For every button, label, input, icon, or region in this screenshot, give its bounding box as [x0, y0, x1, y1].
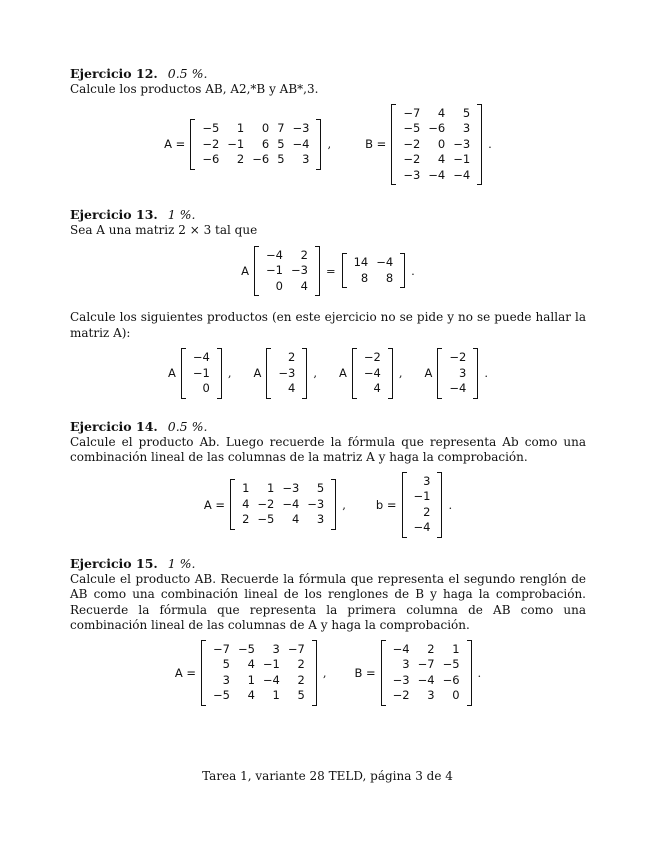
matrix-row	[209, 642, 309, 658]
matrix-row	[274, 381, 299, 397]
page-content	[70, 66, 586, 706]
matrix-entry: −7	[403, 105, 421, 120]
matrix-entry: 0	[261, 121, 270, 135]
matrix-entry: 2	[242, 512, 250, 527]
matrix-entry: −1	[413, 489, 431, 503]
matrix-entry: 5	[316, 481, 325, 496]
matrix-entry: 4	[437, 152, 446, 166]
exercise-12-text: Calcule los productos AB, A2,*B y AB*,3.	[70, 82, 319, 96]
matrix-entry: −7	[287, 641, 305, 656]
matrix-entry: 1	[236, 121, 245, 135]
matrix-table	[198, 121, 313, 168]
matrix-entry: −4	[413, 520, 431, 534]
exercise-14-heading	[70, 419, 586, 435]
matrix-entry: 3	[462, 121, 471, 135]
matrix-row	[399, 168, 474, 184]
matrix-entry: −4	[453, 167, 471, 182]
matrix-label: A =	[203, 497, 226, 512]
matrix-table	[360, 350, 385, 397]
matrix-entry: 2	[236, 152, 245, 166]
matrix-entry: 0	[202, 381, 210, 395]
exercise-12-matrices	[70, 104, 586, 186]
matrix-row	[399, 121, 474, 137]
exercise-13-text2: Calcule los siguientes productos (en este ejercicio no se pide y no se puede hallar la matriz A):	[70, 310, 586, 340]
matrix-row	[274, 350, 299, 366]
matrix-row	[399, 152, 474, 168]
matrix-entry: −6	[252, 152, 270, 166]
matrix-row	[238, 512, 328, 528]
matrix-entry: 1	[452, 641, 460, 656]
punctuation: ,	[313, 366, 317, 381]
matrix-row	[360, 366, 385, 382]
matrix-entry: 7	[277, 121, 285, 135]
matrix-entry: 8	[360, 270, 369, 285]
matrix-label: A	[339, 366, 347, 381]
matrix-entry: 5	[277, 136, 285, 151]
matrix-entry: −7	[213, 641, 230, 656]
punctuation: .	[488, 137, 492, 152]
exercise-13	[70, 207, 586, 399]
matrix-entry: −1	[192, 365, 210, 380]
column-vector	[352, 348, 393, 399]
matrix-row	[399, 106, 474, 122]
matrix-table	[262, 248, 312, 295]
matrix-row	[445, 381, 470, 397]
matrix-entry: −6	[202, 152, 220, 166]
matrix-entry: 2	[297, 657, 305, 671]
matrix-row	[198, 152, 313, 168]
punctuation: .	[411, 263, 415, 278]
matrix-entry: 3	[458, 365, 467, 380]
matrix-row	[410, 505, 435, 521]
matrix-label: A =	[174, 665, 196, 680]
matrix-table	[445, 350, 470, 397]
matrix-block-B	[365, 104, 492, 186]
matrix-row	[262, 263, 312, 279]
matrix-label: b =	[375, 497, 397, 512]
exercise-15	[70, 556, 586, 706]
exercise-title: Ejercicio 15.	[70, 555, 158, 571]
matrix-row	[189, 350, 214, 366]
matrix-entry: −4	[282, 496, 300, 511]
matrix-entry: −4	[192, 350, 210, 364]
matrix-row	[389, 642, 464, 658]
matrix-entry: 5	[222, 657, 230, 671]
matrix-entry: −2	[257, 496, 275, 511]
matrix-row	[238, 497, 328, 513]
matrix-row	[238, 481, 328, 497]
matrix-block-B	[354, 640, 481, 706]
matrix-entry: 2	[300, 247, 308, 262]
matrix-entry: −1	[266, 263, 283, 277]
matrix-entry: 3	[423, 473, 431, 488]
column-vector	[266, 348, 307, 399]
matrix-row	[350, 255, 398, 271]
matrix-entry: 5	[297, 688, 305, 702]
matrix-A	[190, 119, 321, 170]
matrix-table	[209, 642, 309, 704]
matrix-entry: 1	[267, 481, 275, 496]
equation-block	[241, 246, 415, 297]
matrix-entry: −5	[257, 512, 275, 527]
matrix-row	[209, 688, 309, 704]
matrix-table	[189, 350, 214, 397]
punctuation: ,	[322, 665, 327, 680]
matrix-label: A	[253, 366, 262, 381]
matrix-row	[389, 657, 464, 673]
matrix-row	[189, 366, 214, 382]
matrix-row	[274, 366, 299, 382]
matrix-entry: 3	[222, 672, 230, 687]
exercise-points: 0.5 %.	[167, 418, 208, 434]
exercise-12-heading	[70, 66, 586, 82]
matrix-row	[198, 137, 313, 153]
matrix-entry: −2	[403, 136, 421, 151]
matrix-entry: −4	[266, 247, 283, 262]
matrix-entry: −4	[428, 167, 446, 182]
matrix-entry: −5	[403, 121, 421, 135]
matrix-entry: −1	[227, 136, 245, 151]
matrix-entry: 5	[462, 105, 471, 120]
matrix-entry: 2	[427, 641, 435, 656]
matrix-entry: −3	[282, 481, 300, 496]
matrix-entry: 4	[247, 688, 255, 702]
matrix-row	[360, 381, 385, 397]
matrix-A	[201, 640, 317, 706]
matrix-entry: 4	[291, 512, 300, 527]
matrix-row	[198, 121, 313, 137]
matrix-entry: −3	[307, 496, 325, 511]
matrix-entry: −7	[417, 657, 435, 671]
matrix-entry: −2	[202, 136, 220, 151]
matrix-row	[410, 520, 435, 536]
matrix-entry: −4	[292, 136, 310, 151]
matrix-table	[350, 255, 398, 286]
exercise-14	[70, 419, 586, 538]
exercise-points: 1 %.	[167, 207, 196, 222]
exercise-title: Ejercicio 12.	[70, 66, 158, 81]
matrix-entry: 3	[272, 641, 280, 656]
matrix-entry: 1	[247, 672, 255, 687]
punctuation: .	[477, 665, 482, 680]
matrix-row	[350, 271, 398, 287]
matrix-row	[389, 673, 464, 689]
matrix-entry: 0	[452, 688, 460, 702]
matrix-entry: 4	[247, 657, 255, 671]
matrix-R	[342, 253, 406, 288]
page-footer: Tarea 1, variante 28 TELD, página 3 de 4	[202, 769, 453, 783]
matrix-A	[230, 479, 336, 530]
column-vector	[181, 348, 222, 399]
matrix-entry: 4	[373, 381, 381, 395]
equals-sign: =	[325, 263, 336, 278]
matrix-entry: −1	[453, 152, 471, 166]
matrix-entry: 4	[242, 496, 250, 511]
matrix-entry: 3	[302, 152, 310, 166]
matrix-block-A	[204, 479, 346, 530]
exercise-13-text: Sea A una matriz 2 × 3 tal que	[70, 223, 258, 237]
matrix-entry: −6	[428, 121, 446, 135]
matrix-entry: 14	[353, 255, 369, 270]
matrix-entry: −4	[392, 641, 410, 656]
matrix-label: A	[424, 366, 433, 381]
matrix-row	[389, 688, 464, 704]
matrix-entry: 3	[316, 512, 325, 527]
vector-block-1	[168, 348, 231, 399]
punctuation: ,	[342, 497, 346, 512]
matrix-entry: −4	[262, 672, 280, 687]
matrix-entry: −3	[278, 365, 296, 380]
punctuation: ,	[327, 137, 332, 152]
matrix-row	[262, 248, 312, 264]
exercise-12	[70, 66, 586, 185]
exercise-points: 0.5 %.	[167, 66, 208, 81]
matrix-entry: 4	[288, 381, 296, 395]
matrix-table	[399, 106, 474, 184]
matrix-row	[445, 350, 470, 366]
exercise-15-text: Calcule el producto AB. Recuerde la fórmula que representa el segundo renglón de AB como una combinación lineal de los renglones de B y haga la comprobación. Recuerde la fórmula que representa la primera columna de AB como una combinación lineal de las columnas de A y haga la comprobación.	[70, 571, 586, 632]
matrix-table	[238, 481, 328, 528]
matrix-entry: −3	[403, 167, 421, 182]
matrix-entry: 3	[427, 688, 435, 702]
matrix-row	[399, 137, 474, 153]
matrix-entry: −3	[290, 263, 308, 277]
matrix-row	[360, 350, 385, 366]
exercise-15-matrices	[70, 640, 586, 706]
matrix-entry: −3	[392, 672, 410, 687]
exercise-title: Ejercicio 13.	[70, 207, 158, 222]
matrix-entry: 8	[385, 270, 394, 285]
matrix-entry: 3	[402, 657, 410, 671]
matrix-entry: −5	[442, 657, 460, 671]
matrix-label: A	[168, 366, 176, 381]
punctuation: ,	[398, 366, 403, 381]
matrix-entry: −2	[449, 350, 467, 364]
matrix-row	[189, 381, 214, 397]
matrix-row	[209, 657, 309, 673]
matrix-entry: 1	[242, 481, 250, 496]
exercise-13-equation	[70, 246, 586, 297]
matrix-entry: 4	[437, 105, 446, 120]
matrix-entry: 5	[277, 152, 285, 166]
vector-block-b	[376, 472, 452, 538]
matrix-entry: 2	[297, 672, 305, 687]
matrix-entry: −3	[453, 136, 471, 151]
matrix-entry: −5	[237, 641, 255, 656]
column-vector	[437, 348, 478, 399]
matrix-entry: −4	[376, 255, 394, 270]
exercise-14-matrices	[70, 472, 586, 538]
matrix-label: A	[241, 263, 250, 278]
exercise-title: Ejercicio 14.	[70, 418, 158, 434]
vector-block-2	[254, 348, 317, 399]
vector-b	[402, 472, 443, 538]
matrix-table	[274, 350, 299, 397]
matrix-label: B =	[365, 137, 387, 152]
punctuation: .	[448, 497, 453, 512]
matrix-entry: 1	[272, 688, 280, 702]
matrix-row	[262, 279, 312, 295]
exercise-13-heading	[70, 207, 586, 223]
matrix-entry: −2	[363, 350, 381, 364]
matrix-entry: −1	[262, 657, 280, 671]
exercise-15-heading	[70, 556, 586, 572]
matrix-row	[445, 366, 470, 382]
matrix-entry: 2	[288, 350, 296, 364]
punctuation: ,	[227, 366, 232, 381]
matrix-entry: −4	[417, 672, 435, 687]
matrix-B	[381, 640, 472, 706]
matrix-entry: −5	[213, 688, 230, 702]
punctuation: .	[484, 366, 488, 381]
exercise-points: 1 %.	[167, 555, 196, 571]
matrix-entry: −6	[442, 672, 460, 687]
exercise-13-vectors	[70, 348, 586, 399]
matrix-entry: 0	[437, 136, 446, 151]
matrix-row	[410, 489, 435, 505]
matrix-entry: 6	[261, 136, 270, 151]
matrix-block-A	[175, 640, 327, 706]
matrix-M	[254, 246, 320, 297]
matrix-table	[410, 474, 435, 536]
matrix-entry: −3	[292, 121, 310, 135]
matrix-block-A	[164, 119, 331, 170]
exercise-14-text: Calcule el producto Ab. Luego recuerde la fórmula que representa Ab como una combinación lineal de las columnas de la matriz A y haga la comprobación.	[70, 434, 586, 464]
matrix-entry: −4	[449, 381, 467, 395]
matrix-entry: 0	[275, 278, 283, 293]
matrix-entry: 4	[300, 278, 308, 293]
matrix-label: A =	[164, 137, 186, 152]
matrix-table	[389, 642, 464, 704]
vector-block-4	[424, 348, 487, 399]
matrix-entry: 2	[423, 504, 431, 519]
matrix-entry: −5	[202, 121, 220, 135]
matrix-entry: −2	[392, 688, 410, 702]
matrix-row	[209, 673, 309, 689]
matrix-label: B =	[354, 665, 376, 680]
vector-block-3	[339, 348, 402, 399]
matrix-row	[410, 474, 435, 490]
matrix-entry: −2	[403, 152, 421, 166]
matrix-B	[391, 104, 482, 186]
matrix-entry: −4	[363, 365, 381, 380]
